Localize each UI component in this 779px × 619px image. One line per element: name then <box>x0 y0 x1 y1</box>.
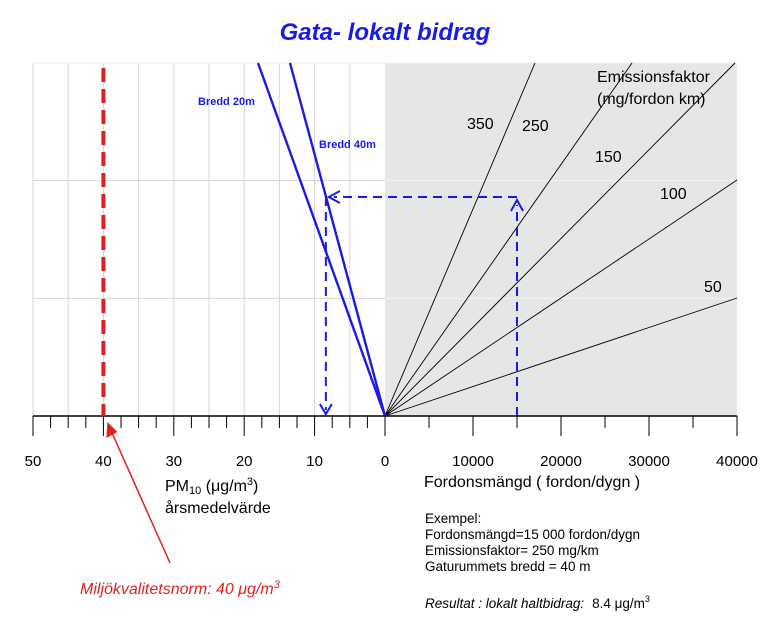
right-axis-tick-label: 40000 <box>716 453 758 470</box>
emission-factor-unit: (mg/fordon km) <box>597 91 706 108</box>
street-width-label-20: Bredd 20m <box>198 96 255 108</box>
emission-factor-label-350: 350 <box>467 116 494 133</box>
chart-title: Gata- lokalt bidrag <box>279 19 491 46</box>
right-axis-tick-label: 20000 <box>540 453 582 470</box>
emission-factor-heading: Emissionsfaktor <box>597 69 710 86</box>
left-axis-title-sub: 10 <box>189 485 202 497</box>
example-line-width: Gaturummets bredd = 40 m <box>425 559 591 574</box>
left-axis-tick-label: 50 <box>24 453 42 470</box>
right-axis-title: Fordonsmängd ( fordon/dygn ) <box>424 474 641 491</box>
result-value: 8.4 μg/m <box>592 596 645 611</box>
norm-label-text: Miljökvalitetsnorm: 40 μg/m <box>80 581 274 598</box>
left-axis-title-unit-close: ) <box>253 478 259 495</box>
emission-factor-label-150: 150 <box>595 149 622 166</box>
left-axis-tick-label: 10 <box>306 453 323 470</box>
axes <box>25 416 758 470</box>
emission-factor-label-100: 100 <box>660 186 687 203</box>
left-axis-title <box>165 476 258 497</box>
emission-factor-label-50: 50 <box>704 279 722 296</box>
example-heading: Exempel: <box>425 511 482 526</box>
street-width-label-40: Bredd 40m <box>319 139 376 151</box>
norm-label <box>80 579 281 598</box>
left-axis-subtitle: årsmedelvärde <box>165 500 271 517</box>
result-value-sup: 3 <box>644 594 650 604</box>
example-line-emission: Emissionsfaktor= 250 mg/km <box>425 543 599 558</box>
example-line-vehicles: Fordonsmängd=15 000 fordon/dygn <box>425 527 641 542</box>
norm-label-sup: 3 <box>273 579 280 591</box>
left-axis-tick-label: 0 <box>380 453 390 470</box>
left-axis-tick-label: 20 <box>235 453 253 470</box>
left-axis-title-main: PM <box>165 478 189 495</box>
emission-factor-label-250: 250 <box>522 118 549 135</box>
right-axis-tick-label: 10000 <box>452 453 494 470</box>
result-text <box>425 594 650 611</box>
left-axis-tick-label: 40 <box>95 453 112 470</box>
result-label: Resultat : lokalt haltbidrag: <box>425 596 585 611</box>
right-axis-tick-label: 30000 <box>628 453 670 470</box>
norm-pointer-line <box>109 427 170 563</box>
norm-pointer-arrowhead <box>106 422 117 438</box>
left-axis-title-unit: (μg/m <box>201 478 247 495</box>
left-axis-title-unit-sup: 3 <box>246 476 254 488</box>
left-axis-tick-label: 30 <box>165 453 183 470</box>
